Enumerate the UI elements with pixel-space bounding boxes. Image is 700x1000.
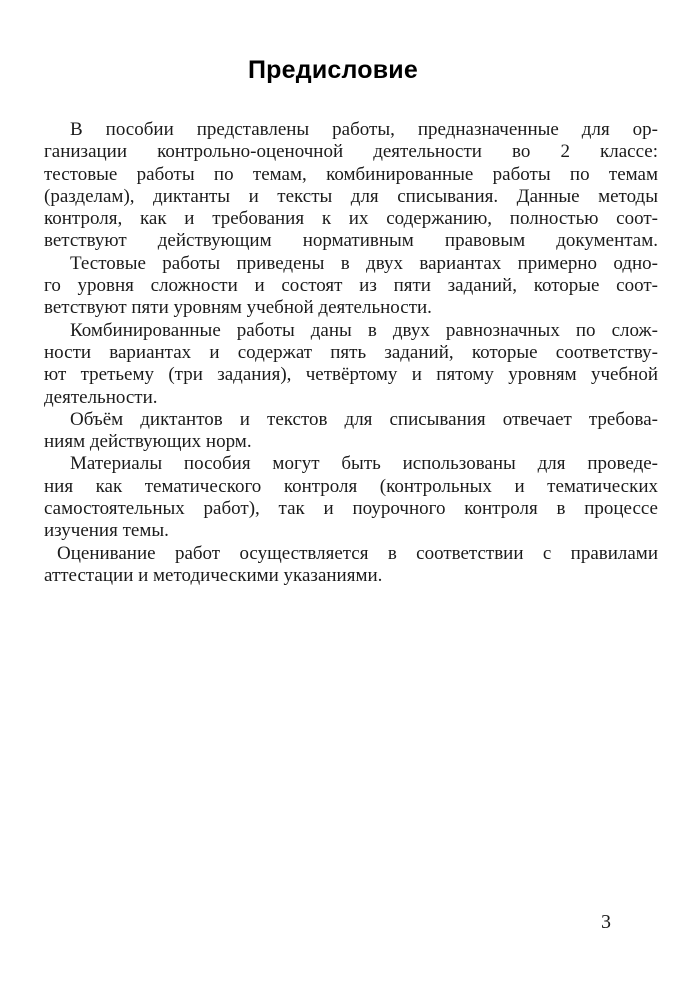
text-line: ветствуют пяти уровням учебной деятельности. [44,297,432,319]
text-line: ности вариантах и содержат пять заданий, которые соответству- [44,341,658,363]
text-line: Объём диктантов и текстов для списывания отвечает требова- [70,408,658,430]
text-line: контроля, как и требования к их содержанию, полностью соот- [44,208,658,230]
text-line: изучения темы. [44,520,169,542]
text-line: ганизации контрольно-оценочной деятельности во 2 классе: [44,141,658,163]
preface-body [44,119,658,587]
page-title: Предисловие [248,56,418,84]
text-line: самостоятельных работ), так и поурочного контроля в процессе [44,498,658,520]
text-line: Оценивание работ осуществляется в соответствии с правилами [57,542,658,564]
text-line: ния как тематического контроля (контрольных и тематических [44,475,658,497]
text-line: го уровня сложности и состоят из пяти заданий, которые соот- [44,275,658,297]
text-line: (разделам), диктанты и тексты для списывания. Данные методы [44,185,658,207]
text-line: деятельности. [44,386,158,408]
text-line: ветствуют действующим нормативным правовым документам. [44,230,658,252]
text-line: Материалы пособия могут быть использованы для проведе- [70,453,658,475]
text-line: Комбинированные работы даны в двух равнозначных по слож- [70,319,658,341]
text-line: аттестации и методическими указаниями. [44,564,383,586]
text-line: Тестовые работы приведены в двух вариантах примерно одно- [70,252,658,274]
text-line: ют третьему (три задания), четвёртому и пятому уровням учебной [44,364,658,386]
text-line: ниям действующих норм. [44,431,252,453]
text-line: тестовые работы по темам, комбинированные работы по темам [44,163,658,185]
page-number: 3 [601,911,611,933]
text-line: В пособии представлены работы, предназначенные для ор- [70,119,658,140]
